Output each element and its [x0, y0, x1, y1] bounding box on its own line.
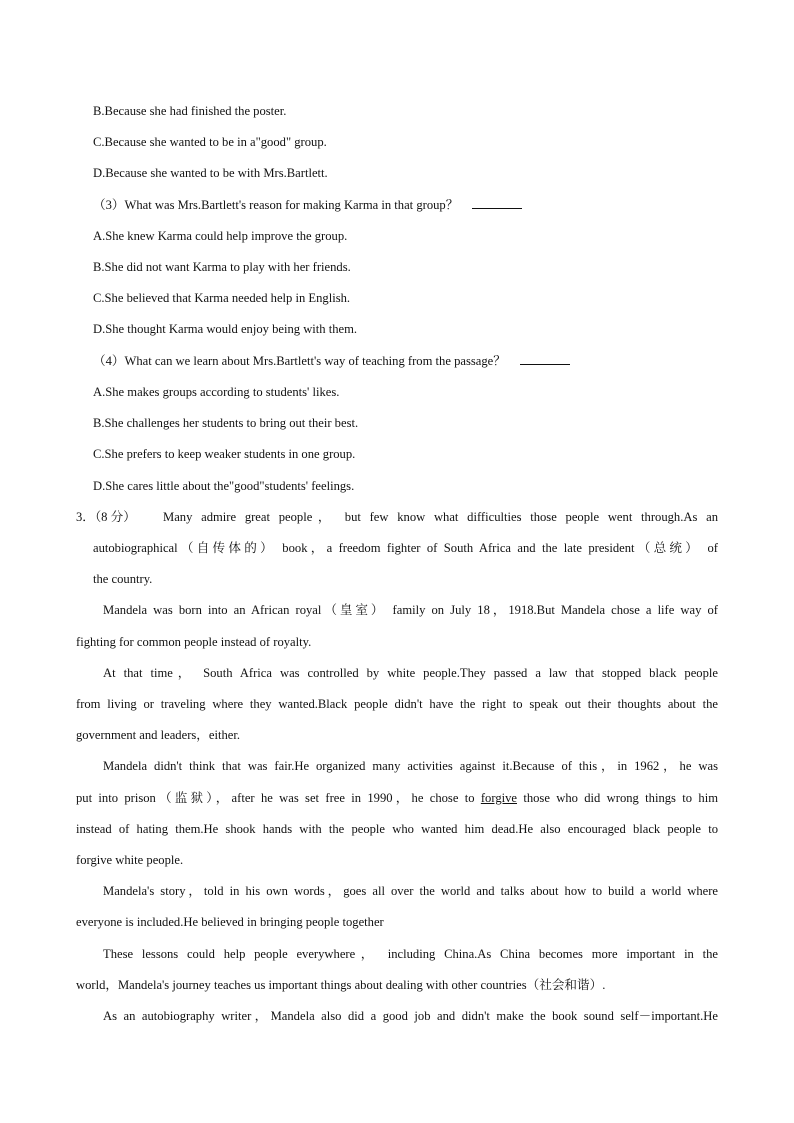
- question-number: 3．（8 分）: [76, 510, 136, 524]
- q2-option-b: B.Because she had finished the poster.: [93, 104, 287, 118]
- passage-line: forgive white people.: [76, 853, 184, 867]
- passage-line: At that time， South Africa was controlled by white people.They passed a law that stopped black people: [103, 666, 718, 680]
- passage-line: government and leaders，either.: [76, 728, 241, 742]
- q2-3-stem: [93, 197, 522, 213]
- passage-text: put into prison（监狱），after he was set free in 1990，he chose to: [76, 791, 481, 805]
- passage-text: those who did wrong things to him: [517, 791, 718, 805]
- passage-line: [76, 790, 718, 806]
- q2-3-option-d: D.She thought Karma would enjoy being with them.: [93, 322, 358, 336]
- q2-option-d: D.Because she wanted to be with Mrs.Bartlett.: [93, 166, 328, 180]
- q2-4-option-b: B.She challenges her students to bring out their best.: [93, 416, 359, 430]
- passage-line: from living or traveling where they wanted.Black people didn't have the right to speak out their thoughts about the: [76, 697, 718, 711]
- q2-4-option-c: C.She prefers to keep weaker students in one group.: [93, 447, 356, 461]
- passage-line: the country.: [93, 572, 153, 586]
- passage-line: As an autobiography writer，Mandela also did a good job and didn't make the book sound self－important.He: [103, 1009, 718, 1023]
- q2-4-stem-text: （4）What can we learn about Mrs.Bartlett's way of teaching from the passage？: [93, 354, 506, 368]
- q2-option-c: C.Because she wanted to be in a"good" group.: [93, 135, 327, 149]
- passage-line: These lessons could help people everywhere， including China.As China becomes more important in the: [103, 947, 718, 961]
- answer-blank[interactable]: [520, 353, 570, 365]
- q2-4-stem: [93, 353, 570, 369]
- passage-line: Mandela's story，told in his own words，goes all over the world and talks about how to build a world where: [103, 884, 718, 898]
- q2-4-option-d: D.She cares little about the"good"students' feelings.: [93, 479, 355, 493]
- q2-3-option-b: B.She did not want Karma to play with her friends.: [93, 260, 351, 274]
- q2-3-stem-text: （3）What was Mrs.Bartlett's reason for making Karma in that group？: [93, 198, 459, 212]
- q2-3-option-c: C.She believed that Karma needed help in English.: [93, 291, 351, 305]
- q2-4-option-a: A.She makes groups according to students' likes.: [93, 385, 340, 399]
- passage-line: fighting for common people instead of royalty.: [76, 635, 312, 649]
- passage-line: everyone is included.He believed in bringing people together: [76, 915, 384, 929]
- passage-line: Many admire great people， but few know what difficulties those people went through.As an: [163, 510, 718, 524]
- passage-line: world，Mandela's journey teaches us important things about dealing with other countries（社会和谐）.: [76, 978, 606, 992]
- passage-line: instead of hating them.He shook hands with the people who wanted him dead.He also encouraged black people to: [76, 822, 718, 836]
- passage-line: Mandela didn't think that was fair.He organized many activities against it.Because of this，in 1962，he was: [103, 759, 718, 773]
- q2-3-option-a: A.She knew Karma could help improve the group.: [93, 229, 348, 243]
- underlined-word: forgive: [480, 791, 517, 805]
- passage-line: autobiographical（自传体的） book，a freedom fighter of South Africa and the late president（总统） of: [93, 541, 718, 555]
- answer-blank[interactable]: [472, 197, 522, 209]
- passage-line: Mandela was born into an African royal（皇室） family on July 18，1918.But Mandela chose a life way of: [103, 603, 718, 617]
